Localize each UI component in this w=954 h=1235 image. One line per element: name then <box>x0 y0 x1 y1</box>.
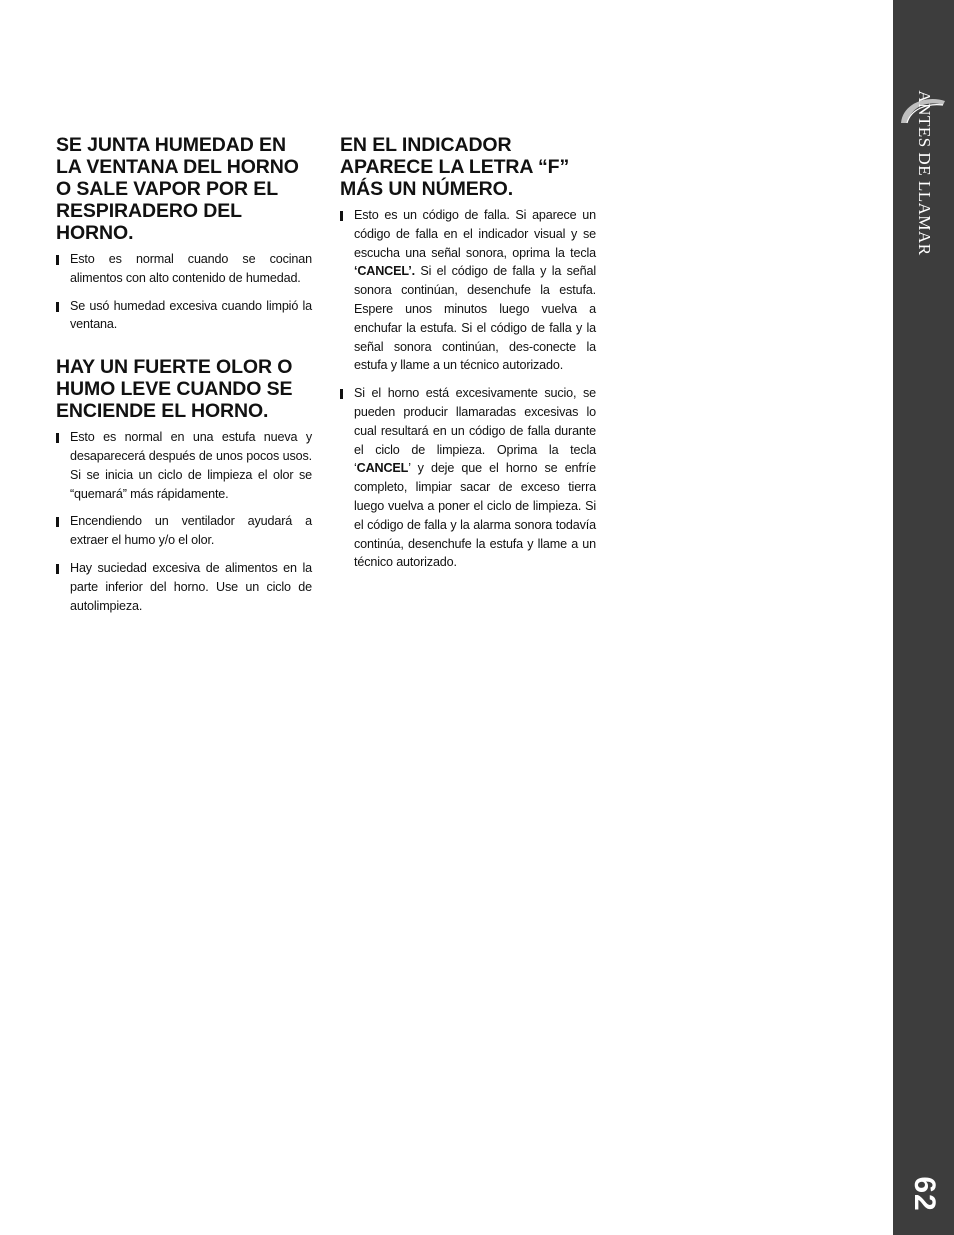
list-item <box>56 428 312 503</box>
list-item <box>56 512 312 550</box>
page-number: 62 <box>908 1176 941 1212</box>
bullet-list <box>56 250 312 334</box>
section-humidity <box>56 134 312 334</box>
section-fault-code <box>340 134 596 572</box>
bullet-marker-icon <box>56 433 59 443</box>
section-heading: EN EL INDICADOR APARECE LA LETRA “F” MÁS UN NÚMERO. <box>340 134 570 200</box>
bullet-marker-icon <box>340 389 343 399</box>
middle-column <box>340 134 596 594</box>
chapter-tab <box>893 90 954 256</box>
chapter-sidebar <box>893 0 954 1235</box>
bullet-marker-icon <box>56 302 59 312</box>
cancel-keyword: ‘CANCEL’. <box>354 264 415 279</box>
bullet-text: Hay suciedad excesiva de alimentos en la parte inferior del horno. Use un ciclo de autolimpieza. <box>70 560 312 613</box>
bullet-text-before: Si el horno está excesivamente sucio, se pueden producir llamaradas excesivas lo cual resultará en un código de falla durante el ciclo de limpieza. Oprima la tecla ‘ <box>354 386 596 476</box>
list-item <box>56 297 312 335</box>
bullet-text: Esto es normal en una estufa nueva y desaparecerá después de unos pocos usos. Si se inicia un ciclo de limpieza el olor se “quemará” más rápidamente. <box>70 430 312 501</box>
section-heading: HAY UN FUERTE OLOR O HUMO LEVE CUANDO SE ENCIENDE EL HORNO. <box>56 356 293 423</box>
bullet-text: Esto es normal cuando se cocinan alimentos con alto contenido de humedad. <box>70 252 312 285</box>
left-column <box>56 134 312 637</box>
list-item <box>56 559 312 615</box>
chapter-title: ANTES DE LLAMAR <box>915 90 934 256</box>
section-heading: SE JUNTA HUMEDAD EN LA VENTANA DEL HORNO O SALE VAPOR POR EL RESPIRADERO DEL HORNO. <box>56 134 299 244</box>
bullet-list <box>56 428 312 615</box>
bullet-text-after: ’ y deje que el horno se enfríe completo, limpiar sacar de exceso tierra luego vuelva a poner el ciclo de limpieza. Si el código de falla y la alarma sonora todavía continúa, desenchufe la estufa y llame a un técnico autorizado. <box>354 461 596 570</box>
bullet-marker-icon <box>56 255 59 265</box>
list-item <box>340 384 596 572</box>
list-item <box>340 206 596 375</box>
bullet-text: Encendiendo un ventilador ayudará a extraer el humo y/o el olor. <box>70 514 312 548</box>
bullet-marker-icon <box>56 564 59 574</box>
section-odor <box>56 356 312 615</box>
list-item <box>56 250 312 288</box>
bullet-text: Se usó humedad excesiva cuando limpió la ventana. <box>70 298 312 332</box>
bullet-marker-icon <box>340 211 343 221</box>
cancel-keyword: CANCEL <box>356 461 409 476</box>
bullet-marker-icon <box>56 517 59 527</box>
bullet-text-before: Esto es un código de falla. Si aparece un código de falla en el indicador visual y se escucha una señal sonora, oprima la tecla <box>354 208 596 260</box>
bullet-text-after: Si el código de falla y la señal sonora continúan, desenchufe la estufa. Espere unos minutos luego vuelva a enchufar la estufa. Si el código de falla y la señal sonora continúan, des-conecte la estufa y llame a un técnico autorizado. <box>354 264 596 373</box>
bullet-list <box>340 206 596 572</box>
